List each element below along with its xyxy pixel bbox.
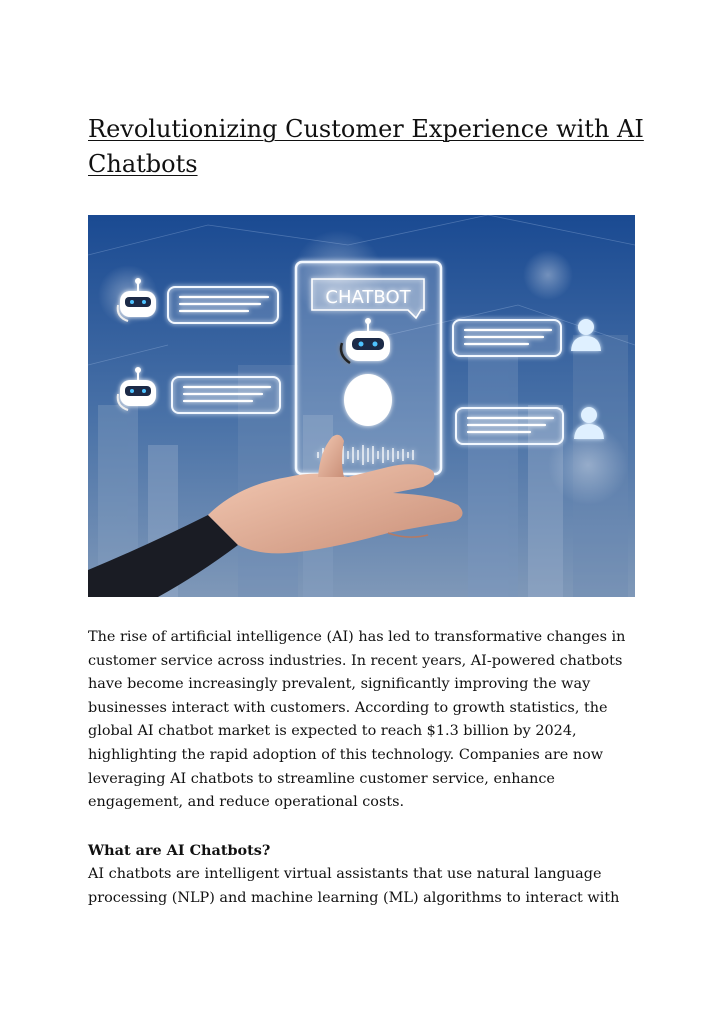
right-chat-row-1 [453,319,601,356]
hero-image [88,215,635,597]
document-title: Revolutionizing Customer Experience with AI Chatbots [88,115,644,178]
section-heading: What are AI Chatbots? [88,842,271,859]
intro-paragraph: The rise of artificial intelligence (AI) has led to transformative changes in customer service across industries. In recent years, AI-powered chatbots have become increasingly prevalent, significantly improving the way businesses interact with customers. According to growth statistics, the global AI chatbot market is expected to reach $1.3 billion by 2024, highlighting the rapid adoption of this technology. Companies are now leveraging AI chatbots to streamline customer service, enhance engagement, and reduce operational costs. [88,629,626,811]
chatbot-panel [296,262,441,474]
section-paragraph: AI chatbots are intelligent virtual assistants that use natural language processing (NLP) and machine learning (ML) algorithms to interact with [88,866,620,906]
right-chat-row-2 [456,407,604,444]
chatbot-label: CHATBOT [325,287,411,308]
